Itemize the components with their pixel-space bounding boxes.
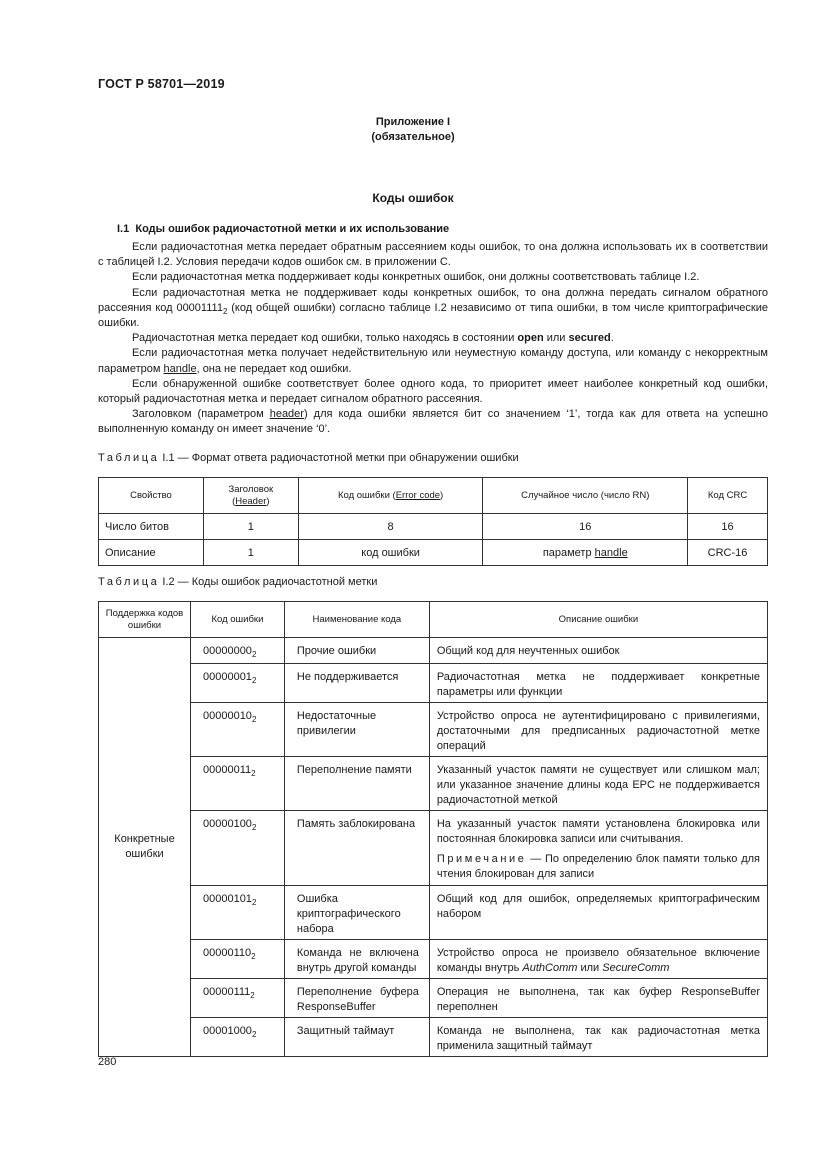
code-base: 2 xyxy=(251,715,257,725)
error-description: Общий код для неучтенных ошибок xyxy=(429,638,767,664)
code-base: 2 xyxy=(251,1030,257,1040)
error-name: Недостаточные привилегии xyxy=(284,703,429,757)
table-row xyxy=(99,886,768,940)
description-text: На указанный участок памяти установлена блокировка или постоянная блокировка записи или считывания. xyxy=(436,818,760,845)
description-text: Устройство опроса не произвело обязательное включение команды внутрь xyxy=(436,947,760,974)
state-secured: secured xyxy=(568,332,611,345)
error-code xyxy=(190,757,284,811)
table-row xyxy=(99,979,768,1018)
error-name: Прочие ошибки xyxy=(284,638,429,664)
code-base: 2 xyxy=(250,991,255,1001)
table1-cell: 1 xyxy=(203,540,298,566)
p4-text-a: Радиочастотная метка передает код ошибки, только находясь в состоянии xyxy=(132,332,518,345)
table-note xyxy=(437,852,760,882)
table-row xyxy=(99,1018,768,1057)
note-label: Примечание xyxy=(436,853,527,865)
code-base: 2 xyxy=(251,676,257,686)
table2-header-name: Наименование кода xyxy=(284,602,429,638)
code-value: 00000101 xyxy=(202,893,252,905)
table-row xyxy=(99,638,768,664)
p5-text-a: Если радиочастотная метка получает недействительную или неуместную команду доступа, или команду с некорректным параметром xyxy=(98,347,768,375)
subsection-title: Коды ошибок радиочастотной метки и их использование xyxy=(135,223,450,235)
code-value: 00000100 xyxy=(202,818,252,830)
error-code xyxy=(190,979,284,1018)
table2-group-label: Конкретные ошибки xyxy=(99,638,191,1057)
error-description xyxy=(429,940,767,979)
table1-cell: 16 xyxy=(688,514,768,540)
table2-caption-label: Таблица xyxy=(98,576,160,588)
error-code xyxy=(190,811,284,886)
paren-close: ) xyxy=(266,495,270,507)
error-description: Указанный участок памяти не существует или слишком мал; или указанное значение длины кода EPC не поддерживается радиочастотной меткой xyxy=(429,757,767,811)
errcode-label: Код ошибки ( xyxy=(337,489,396,501)
code-value: 00000001 xyxy=(202,671,252,683)
error-name: Память заблокирована xyxy=(284,811,429,886)
paren-close: ) xyxy=(440,489,444,501)
table-row xyxy=(99,514,768,540)
error-description: Команда не выполнена, так как радиочастотная метка применила защитный таймаут xyxy=(429,1018,767,1057)
code-value: 00000010 xyxy=(202,710,252,722)
table1-cell: Описание xyxy=(99,540,204,566)
subsection-heading xyxy=(117,223,449,235)
error-description: Операция не выполнена, так как буфер ResponseBuffer переполнен xyxy=(429,979,767,1018)
paragraph-1: Если радиочастотная метка передает обратным рассеянием коды ошибок, то она должна использовать их в соответствии с таблицей I.2. Условия передачи кодов ошибок см. в приложении С. xyxy=(98,241,768,269)
table-row xyxy=(99,940,768,979)
error-description: Радиочастотная метка не поддерживает конкретные параметры или функции xyxy=(429,664,767,703)
table-row xyxy=(99,811,768,886)
header-en: Header xyxy=(235,495,267,507)
code-base: 2 xyxy=(251,823,257,833)
error-code xyxy=(190,703,284,757)
table1-header-row xyxy=(99,478,768,514)
param-label: параметр xyxy=(542,546,595,559)
error-code xyxy=(190,940,284,979)
error-description xyxy=(429,811,767,886)
table2-header-row xyxy=(99,602,768,638)
table1-caption-label: Таблица xyxy=(98,452,160,464)
table2-caption-text: I.2 — Коды ошибок радиочастотной метки xyxy=(159,576,378,588)
error-name: Ошибка криптографического набора xyxy=(284,886,429,940)
table1-cell: код ошибки xyxy=(298,540,483,566)
error-name: Не поддерживается xyxy=(284,664,429,703)
table1 xyxy=(98,477,768,566)
table2-header-description: Описание ошибки xyxy=(429,602,767,638)
p3-subscript: 2 xyxy=(222,307,228,316)
error-description: Устройство опроса не аутентифицировано с привилегиями, достаточными для предписанных радиочастотной метке операций xyxy=(429,703,767,757)
error-code xyxy=(190,664,284,703)
paragraph-4 xyxy=(98,331,768,346)
table-row xyxy=(99,757,768,811)
cmd-securecomm: SecureComm xyxy=(602,962,670,974)
paragraph-7 xyxy=(98,407,768,437)
table1-cell: 16 xyxy=(483,514,688,540)
table2 xyxy=(98,601,768,1057)
table-row xyxy=(99,664,768,703)
table1-header-random: Случайное число (число RN) xyxy=(483,478,688,514)
code-value: 00000111 xyxy=(202,986,251,998)
paragraph-3 xyxy=(98,286,768,332)
document-header-id: ГОСТ Р 58701—2019 xyxy=(98,77,225,91)
header-label: Заголовок xyxy=(228,483,274,495)
code-base: 2 xyxy=(251,952,256,962)
description-or: или xyxy=(577,962,603,974)
paragraph-5 xyxy=(98,346,768,376)
param-handle: handle xyxy=(594,546,628,559)
body-text xyxy=(98,240,768,438)
table1-cell: 8 xyxy=(298,514,483,540)
error-code xyxy=(190,886,284,940)
table1-cell: 1 xyxy=(203,514,298,540)
table1-caption-text: I.1 — Формат ответа радиочастотной метки при обнаружении ошибки xyxy=(159,452,519,464)
error-code xyxy=(190,1018,284,1057)
code-base: 2 xyxy=(251,650,257,660)
table2-header-support: Поддержка кодов ошибки xyxy=(99,602,191,638)
table1-header-header xyxy=(203,478,298,514)
table-row xyxy=(99,540,768,566)
param-handle: handle xyxy=(163,362,197,375)
p3-text-a: Если радиочастотная метка не поддерживает коды конкретных ошибок, то она должна передать сигналом обратного рассеяния код 00001111 xyxy=(98,286,768,314)
page-number: 280 xyxy=(98,1056,117,1068)
paragraph-2: Если радиочастотная метка поддерживает коды конкретных ошибок, они должны соответствовать таблице I.2. xyxy=(132,271,700,284)
p4-or: или xyxy=(543,332,569,345)
code-base: 2 xyxy=(251,769,256,779)
table-row xyxy=(99,703,768,757)
note-text: — По определению блок памяти только для чтения блокирован для записи xyxy=(436,853,760,880)
error-name: Переполнение памяти xyxy=(284,757,429,811)
code-value: 00001000 xyxy=(202,1025,252,1037)
table1-cell: CRC-16 xyxy=(688,540,768,566)
code-base: 2 xyxy=(251,898,257,908)
table1-caption xyxy=(98,452,519,464)
error-name: Защитный таймаут xyxy=(284,1018,429,1057)
appendix-status: (обязательное) xyxy=(371,131,455,143)
p7-text-b: ) для кода ошибки является бит со значением ‘1’, тогда как для ответа на успешно выполненную команду он имеет значение ‘0’. xyxy=(98,408,768,436)
table1-header-property: Свойство xyxy=(99,478,204,514)
paren-open: ( xyxy=(232,495,236,507)
cmd-authcomm: AuthComm xyxy=(522,962,578,974)
subsection-number: I.1 xyxy=(117,223,130,235)
errcode-en: Error code xyxy=(395,489,441,501)
param-header: header xyxy=(269,408,304,421)
section-title: Коды ошибок xyxy=(372,191,454,205)
code-value: 00000000 xyxy=(202,645,252,657)
error-code xyxy=(190,638,284,664)
state-open: open xyxy=(517,332,544,345)
error-name: Переполнение буфера ResponseBuffer xyxy=(284,979,429,1018)
code-value: 00000011 xyxy=(202,764,252,776)
error-description: Общий код для ошибок, определяемых криптографическим набором xyxy=(429,886,767,940)
table2-caption xyxy=(98,576,377,588)
p4-end: . xyxy=(610,332,614,345)
appendix-title: Приложение I xyxy=(375,116,451,128)
paragraph-6: Если обнаруженной ошибке соответствует более одного кода, то приоритет имеет наиболее конкретный код ошибки, который радиочастотная метка и передает сигналом обратного рассеяния. xyxy=(98,377,768,406)
table1-header-errcode xyxy=(298,478,483,514)
table2-header-code: Код ошибки xyxy=(190,602,284,638)
p3-text-b: (код общей ошибки) согласно таблице I.2 независимо от типа ошибки, в том числе криптографические ошибки. xyxy=(98,301,768,330)
table1-cell: Число битов xyxy=(99,514,204,540)
table1-cell xyxy=(483,540,688,566)
table1-header-crc: Код CRC xyxy=(688,478,768,514)
p5-text-b: , она не передает код ошибки. xyxy=(196,362,352,375)
error-name: Команда не включена внутрь другой команды xyxy=(284,940,429,979)
code-value: 00000110 xyxy=(202,947,252,959)
p7-text-a: Заголовком (параметром xyxy=(132,408,270,421)
